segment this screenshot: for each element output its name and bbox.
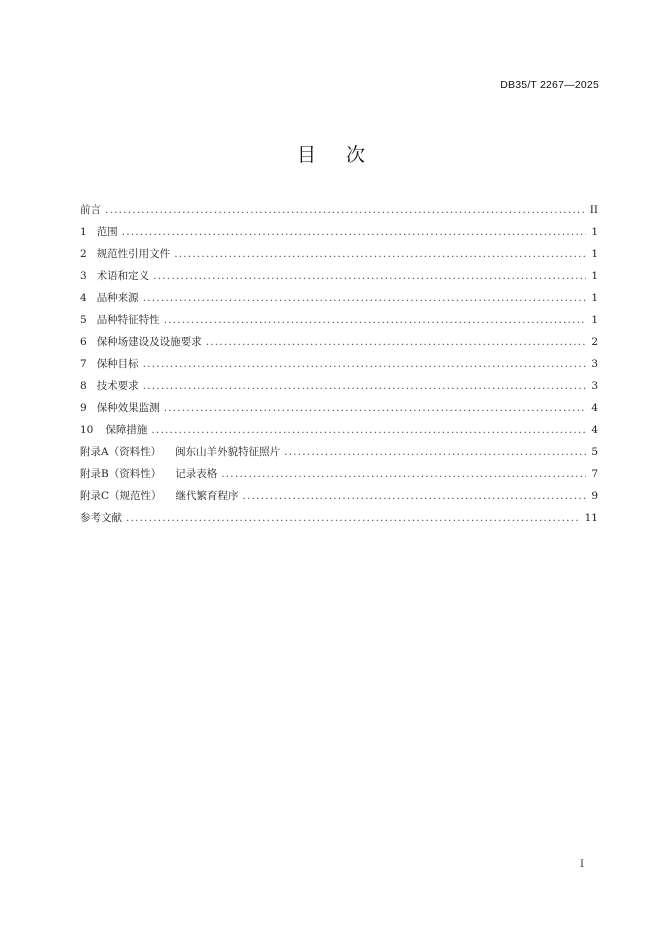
toc-entry-appendix-a[interactable] bbox=[80, 441, 598, 463]
toc-entry-references[interactable] bbox=[80, 507, 598, 529]
toc-leader-dots bbox=[174, 243, 586, 265]
toc-leader-dots bbox=[126, 507, 581, 529]
toc-entry-page: 1 bbox=[591, 314, 598, 326]
toc-entry-page: 11 bbox=[584, 512, 598, 524]
toc-entry-label: 保种效果监测 bbox=[96, 402, 160, 414]
toc-entry-7[interactable] bbox=[80, 353, 598, 375]
toc-entry-page: 3 bbox=[591, 380, 598, 392]
toc-entry-appendix-b[interactable] bbox=[80, 463, 598, 485]
toc-entry-label: 保种场建设及设施要求 bbox=[96, 336, 202, 348]
toc-entry-label: 品种来源 bbox=[96, 292, 139, 304]
toc-entry-1[interactable] bbox=[80, 221, 598, 243]
toc-title bbox=[0, 140, 662, 167]
toc-entry-9[interactable] bbox=[80, 397, 598, 419]
toc-leader-dots bbox=[284, 441, 586, 463]
table-of-contents bbox=[80, 199, 598, 529]
toc-entry-page: 1 bbox=[591, 226, 598, 238]
toc-entry-label: 术语和定义 bbox=[96, 270, 150, 282]
toc-entry-label: 参考文献 bbox=[80, 512, 122, 524]
toc-entry-number: 9 bbox=[80, 402, 87, 414]
toc-entry-number: 2 bbox=[80, 248, 87, 260]
toc-entry-number: 8 bbox=[80, 380, 87, 392]
toc-entry-number: 10 bbox=[80, 424, 94, 436]
toc-entry-page: II bbox=[589, 204, 598, 216]
toc-entry-number: 6 bbox=[80, 336, 87, 348]
toc-entry-page: 4 bbox=[591, 424, 598, 436]
toc-appendix-prefix: 附录A（资料性） bbox=[80, 446, 162, 458]
toc-leader-dots bbox=[151, 419, 586, 441]
toc-entry-page: 9 bbox=[591, 490, 598, 502]
toc-entry-page: 4 bbox=[591, 402, 598, 414]
toc-entry-number: 1 bbox=[80, 226, 87, 238]
toc-entry-page: 3 bbox=[591, 358, 598, 370]
toc-entry-6[interactable] bbox=[80, 331, 598, 353]
toc-leader-dots bbox=[153, 265, 586, 287]
toc-title-part1: 目 bbox=[296, 144, 316, 166]
page-number: I bbox=[580, 859, 584, 870]
toc-entry-number: 7 bbox=[80, 358, 87, 370]
toc-leader-dots bbox=[143, 375, 586, 397]
toc-entry-label: 范围 bbox=[96, 226, 118, 238]
toc-entry-4[interactable] bbox=[80, 287, 598, 309]
toc-entry-label: 前言 bbox=[80, 204, 101, 216]
document-code: DB35/T 2267—2025 bbox=[500, 79, 599, 91]
toc-entry-number: 3 bbox=[80, 270, 87, 282]
toc-leader-dots bbox=[221, 463, 586, 485]
toc-entry-3[interactable] bbox=[80, 265, 598, 287]
toc-entry-label: 技术要求 bbox=[96, 380, 139, 392]
toc-entry-label: 品种特征特性 bbox=[96, 314, 160, 326]
toc-leader-dots bbox=[206, 331, 586, 353]
toc-entry-8[interactable] bbox=[80, 375, 598, 397]
toc-leader-dots bbox=[143, 353, 586, 375]
toc-leader-dots bbox=[243, 485, 586, 507]
toc-leader-dots bbox=[143, 287, 586, 309]
toc-appendix-prefix: 附录B（资料性） bbox=[80, 468, 162, 480]
toc-entry-page: 5 bbox=[591, 446, 598, 458]
toc-entry-10[interactable] bbox=[80, 419, 598, 441]
toc-appendix-prefix: 附录C（规范性） bbox=[80, 490, 162, 502]
toc-entry-label: 保障措施 bbox=[105, 424, 148, 436]
toc-entry-page: 7 bbox=[591, 468, 598, 480]
toc-entry-label: 继代繁育程序 bbox=[175, 490, 239, 502]
toc-entry-label: 规范性引用文件 bbox=[96, 248, 171, 260]
toc-title-part2: 次 bbox=[346, 144, 366, 166]
toc-entry-5[interactable] bbox=[80, 309, 598, 331]
toc-entry-page: 2 bbox=[591, 336, 598, 348]
toc-leader-dots bbox=[164, 309, 586, 331]
toc-entry-number: 5 bbox=[80, 314, 87, 326]
toc-leader-dots bbox=[164, 397, 586, 419]
toc-entry-page: 1 bbox=[591, 270, 598, 282]
toc-entry-page: 1 bbox=[591, 248, 598, 260]
toc-entry-appendix-c[interactable] bbox=[80, 485, 598, 507]
toc-leader-dots bbox=[122, 221, 586, 243]
toc-entry-number: 4 bbox=[80, 292, 87, 304]
toc-entry-label: 闽东山羊外貌特征照片 bbox=[175, 446, 281, 458]
toc-entry-2[interactable] bbox=[80, 243, 598, 265]
toc-entry-page: 1 bbox=[591, 292, 598, 304]
toc-entry-label: 记录表格 bbox=[175, 468, 218, 480]
toc-entry-foreword[interactable] bbox=[80, 199, 598, 221]
toc-leader-dots bbox=[105, 199, 586, 221]
toc-entry-label: 保种目标 bbox=[96, 358, 139, 370]
